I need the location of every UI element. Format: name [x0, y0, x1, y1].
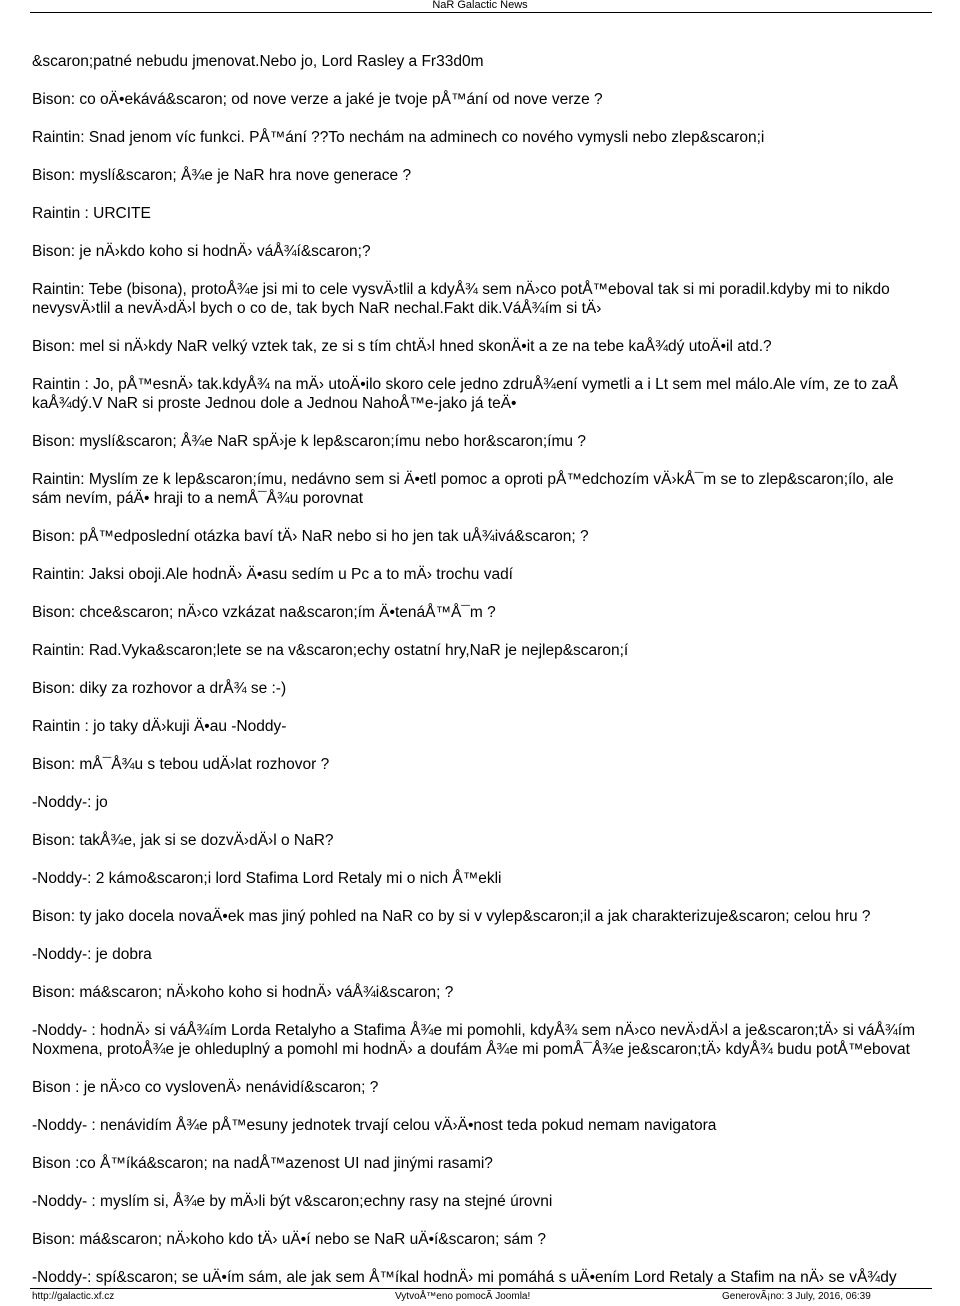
- paragraph-line: -Noddy-: jo: [32, 794, 108, 811]
- interview-paragraph: [32, 1268, 960, 1287]
- paragraph-line: Raintin: Jaksi oboji.Ale hodnÄ› Ä•asu sedím u Pc a to mÄ› trochu vadí: [32, 566, 513, 583]
- paragraph-line: Raintin: Tebe (bisona), protoÅ¾e jsi mi to cele vysvÄ›tlil a kdyÅ¾ sem nÄ›co potÅ™eboval tak si mi poradil.kdyby mi to nikdo: [32, 281, 890, 298]
- interview-paragraph: [32, 90, 960, 109]
- paragraph-line: Bison: myslí&scaron; Å¾e je NaR hra nove generace ?: [32, 167, 412, 184]
- interview-paragraph: [32, 1154, 960, 1173]
- footer-divider: [30, 1288, 932, 1289]
- paragraph-line: Bison: je nÄ›kdo koho si hodnÄ› váÅ¾í&scaron;?: [32, 243, 371, 260]
- footer-generated: GenerovÃ¡no: 3 July, 2016, 06:39: [722, 1291, 871, 1302]
- paragraph-line: -Noddy- : myslím si, Å¾e by mÄ›li být v&scaron;echny rasy na stejné úrovni: [32, 1193, 553, 1210]
- paragraph-line: -Noddy- : nenávidím Å¾e pÅ™esuny jednotek trvají celou vÄ›Ä•nost teda pokud nemam navigatora: [32, 1117, 717, 1134]
- interview-paragraph: [32, 945, 960, 964]
- interview-paragraph: [32, 641, 960, 660]
- interview-paragraph: [32, 337, 960, 356]
- paragraph-line: Bison: mÅ¯Å¾u s tebou udÄ›lat rozhovor ?: [32, 756, 330, 773]
- interview-paragraph: [32, 907, 960, 926]
- paragraph-line: Raintin: Myslím ze k lep&scaron;ímu, nedávno sem si Ä•etl pomoc a oproti pÅ™edchozím vÄ›kÅ¯m se to zlep&scaron;ílo, ale: [32, 471, 894, 488]
- paragraph-line: sám nevím, páÄ• hraji to a nemÅ¯Å¾u porovnat: [32, 490, 364, 507]
- paragraph-line: Bison: má&scaron; nÄ›koho kdo tÄ› uÄ•í nebo se NaR uÄ•í&scaron; sám ?: [32, 1231, 546, 1248]
- paragraph-line: -Noddy-: je dobra: [32, 946, 152, 963]
- interview-paragraph: [32, 679, 960, 698]
- paragraph-line: Bison: diky za rozhovor a drÅ¾ se :-): [32, 680, 287, 697]
- interview-paragraph: [32, 717, 960, 736]
- interview-paragraph: [32, 603, 960, 622]
- header-divider: [30, 12, 932, 13]
- paragraph-line: -Noddy- : hodnÄ› si váÅ¾ím Lorda Retalyho a Stafima Å¾e mi pomohli, kdyÅ¾ sem nÄ›co nevÄ›dÄ›l a je&scaron;tÄ› si váÅ¾ím: [32, 1022, 916, 1039]
- paragraph-line: Bison: myslí&scaron; Å¾e NaR spÄ›je k lep&scaron;ímu nebo hor&scaron;ímu ?: [32, 433, 586, 450]
- paragraph-line: Bison: co oÄ•ekává&scaron; od nove verze a jaké je tvoje pÅ™ání od nove verze ?: [32, 91, 603, 108]
- article-body: [32, 52, 960, 1306]
- interview-paragraph: [32, 280, 960, 318]
- paragraph-line: Bison: mel si nÄ›kdy NaR velký vztek tak, ze si s tím chtÄ›l hned skonÄ•it a ze na tebe kaÅ¾dý utoÄ•il atd.?: [32, 338, 772, 355]
- paragraph-line: Bison: chce&scaron; nÄ›co vzkázat na&scaron;ím Ä•tenáÅ™Å¯m ?: [32, 604, 496, 621]
- interview-paragraph: [32, 470, 960, 508]
- interview-paragraph: [32, 166, 960, 185]
- paragraph-line: kaÅ¾dý.V NaR si proste Jednou dole a Jednou NahoÅ™e-jako já teÄ•: [32, 395, 517, 412]
- interview-paragraph: [32, 1116, 960, 1135]
- page-footer: [0, 1290, 960, 1303]
- interview-paragraph: [32, 375, 960, 413]
- paragraph-line: -Noddy-: spí&scaron; se uÄ•ím sám, ale jak sem Å™íkal hodnÄ› mi pomáhá s uÄ•ením Lord Retaly a Stafim na nÄ› se vÅ¾dy: [32, 1269, 897, 1286]
- page-header-title: NaR Galactic News: [432, 0, 528, 11]
- interview-paragraph: [32, 527, 960, 546]
- paragraph-line: Raintin: Rad.Vyka&scaron;lete se na v&scaron;echy ostatní hry,NaR je nejlep&scaron;í: [32, 642, 629, 659]
- interview-paragraph: [32, 869, 960, 888]
- footer-credit: VytvoÅ™eno pomocÃ Joomla!: [395, 1291, 531, 1302]
- footer-url: http://galactic.xf.cz: [32, 1291, 115, 1302]
- paragraph-line: Bison :co Å™íká&scaron; na nadÅ™azenost UI nad jinými rasami?: [32, 1155, 493, 1172]
- interview-paragraph: [32, 52, 960, 71]
- interview-paragraph: [32, 565, 960, 584]
- paragraph-line: &scaron;patné nebudu jmenovat.Nebo jo, Lord Rasley a Fr33d0m: [32, 53, 484, 70]
- paragraph-line: -Noddy-: 2 kámo&scaron;i lord Stafima Lord Retaly mi o nich Å™ekli: [32, 870, 502, 887]
- paragraph-line: Noxmena, protoÅ¾e je ohleduplný a pomohl mi hodnÄ› a doufám Å¾e mi pomÅ¯Å¾e je&scaron;tÄ› kdyÅ¾ budu potÅ™ebovat: [32, 1041, 910, 1058]
- paragraph-line: Raintin : URCITE: [32, 205, 151, 222]
- interview-paragraph: [32, 831, 960, 850]
- paragraph-line: Bison: ty jako docela novaÄ•ek mas jiný pohled na NaR co by si v vylep&scaron;il a jak charakterizuje&scaron; celou hru ?: [32, 908, 871, 925]
- paragraph-line: Bison: pÅ™edposlední otázka baví tÄ› NaR nebo si ho jen tak uÅ¾ivá&scaron; ?: [32, 528, 589, 545]
- paragraph-line: Raintin: Snad jenom víc funkci. PÅ™ání ??To nechám na adminech co nového vymysli nebo zlep&scaron;i: [32, 129, 765, 146]
- paragraph-line: Raintin : jo taky dÄ›kuji Ä•au -Noddy-: [32, 718, 287, 735]
- interview-paragraph: [32, 204, 960, 223]
- interview-paragraph: [32, 1021, 960, 1059]
- interview-paragraph: [32, 242, 960, 261]
- interview-paragraph: [32, 128, 960, 147]
- interview-paragraph: [32, 793, 960, 812]
- interview-paragraph: [32, 1192, 960, 1211]
- interview-paragraph: [32, 1230, 960, 1249]
- paragraph-line: Bison: takÅ¾e, jak si se dozvÄ›dÄ›l o NaR?: [32, 832, 334, 849]
- paragraph-line: Bison : je nÄ›co co vyslovenÄ› nenávidí&scaron; ?: [32, 1079, 379, 1096]
- paragraph-line: Raintin : Jo, pÅ™esnÄ› tak.kdyÅ¾ na mÄ› utoÄ•ilo skoro cele jedno zdruÅ¾ení vymetli a i Lt sem mel málo.Ale vím, ze to zaÅ: [32, 376, 899, 393]
- interview-paragraph: [32, 1078, 960, 1097]
- interview-paragraph: [32, 432, 960, 451]
- interview-paragraph: [32, 755, 960, 774]
- paragraph-line: Bison: má&scaron; nÄ›koho koho si hodnÄ› váÅ¾i&scaron; ?: [32, 984, 454, 1001]
- interview-paragraph: [32, 983, 960, 1002]
- paragraph-line: nevysvÄ›tlil a nevÄ›dÄ›l bych o co de, tak bych NaR nechal.Fakt dik.VáÅ¾ím si tÄ›: [32, 300, 602, 317]
